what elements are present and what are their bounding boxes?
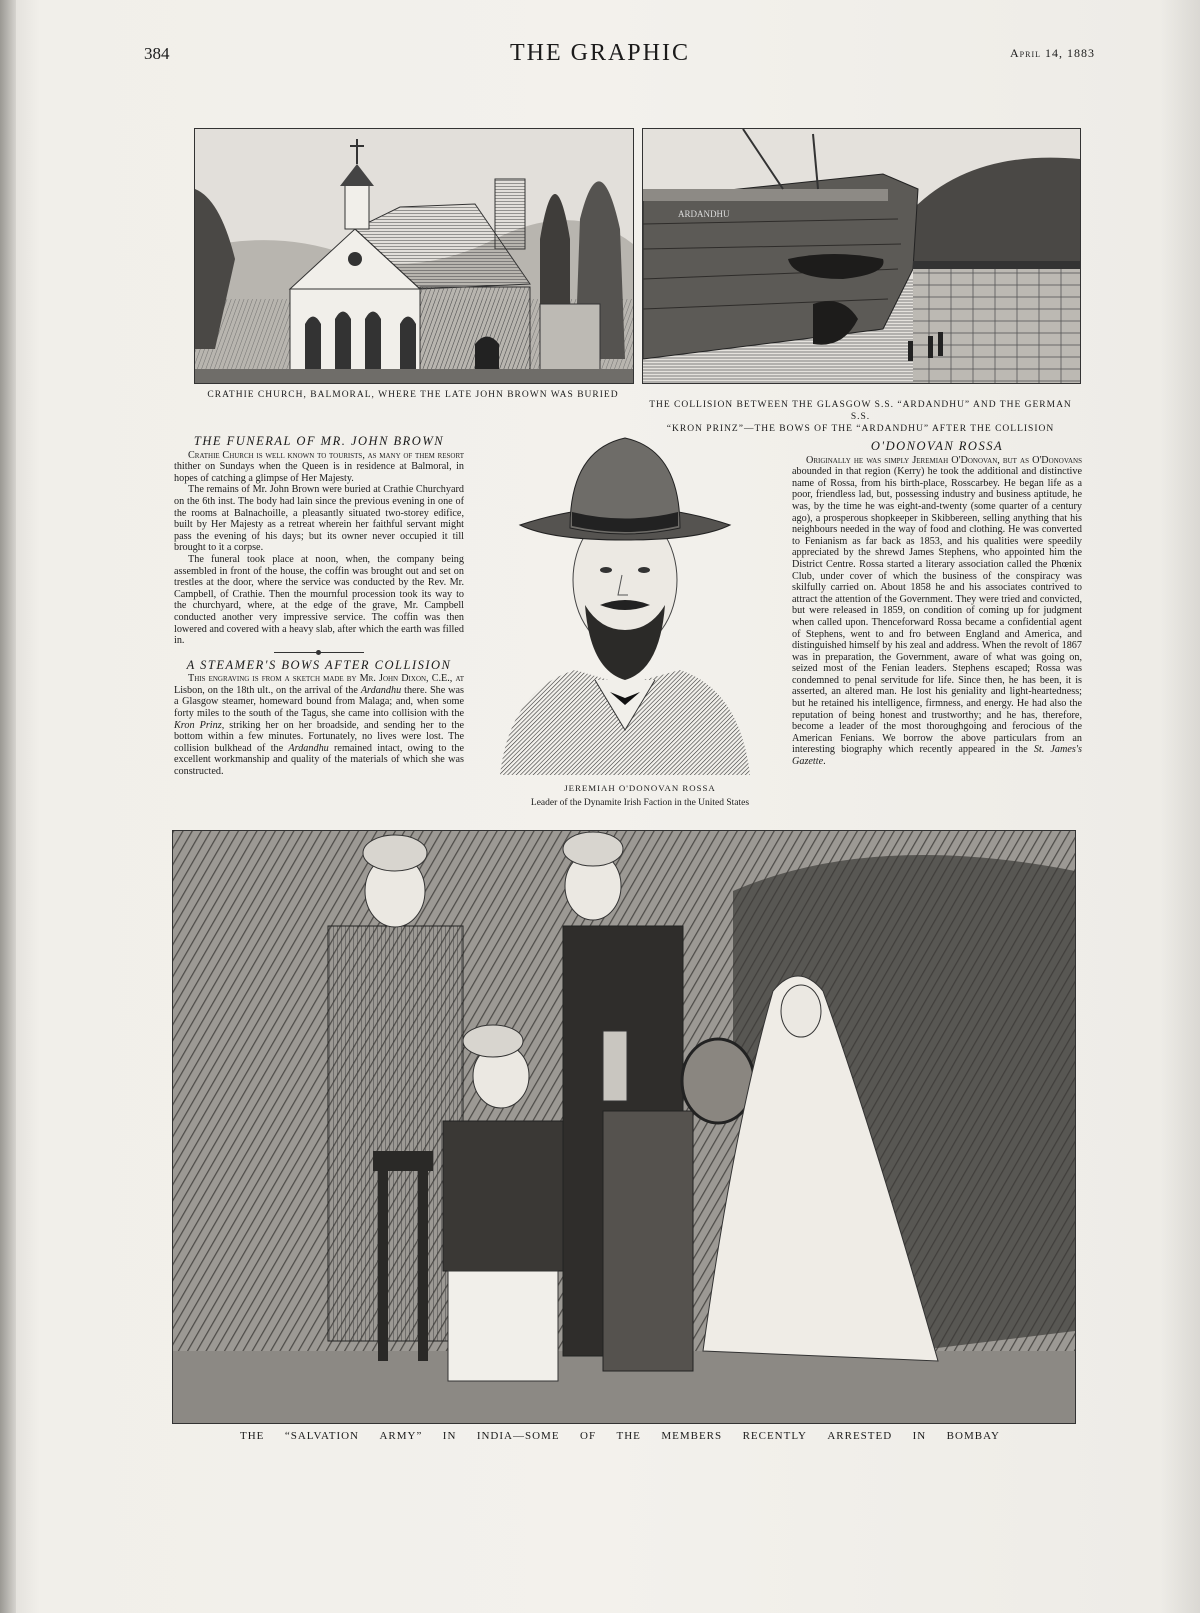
steamer-text-g: remained intact, owing to the excellent workmanship and quality of the materials of which she was constructed. bbox=[174, 742, 464, 778]
masthead-date: April 14, 1883 bbox=[1010, 46, 1096, 60]
rossa-heading: O'DONOVAN ROSSA bbox=[870, 439, 1004, 453]
ship-engraving bbox=[643, 129, 1080, 383]
steamer-text-c: there. She was a Glasgow steamer, homeward bound from Malaga; and, when some forty miles to the south of the Tagus, she came into collision with the bbox=[174, 684, 464, 720]
bottom-caption-word: THE bbox=[616, 1430, 641, 1442]
left-column bbox=[174, 436, 464, 778]
steamer-ship-name-2: Kron Prinz bbox=[174, 719, 222, 731]
bottom-caption-word: IN bbox=[442, 1430, 457, 1442]
bottom-caption-word: THE bbox=[240, 1430, 265, 1442]
bottom-caption-word: ARMY” bbox=[379, 1430, 423, 1442]
binding-edge bbox=[0, 0, 16, 1613]
section-divider bbox=[274, 652, 364, 653]
bottom-caption-word: BOMBAY bbox=[946, 1430, 1000, 1442]
portrait-subcaption: Leader of the Dynamite Irish Faction in the United States bbox=[530, 798, 750, 808]
steamer-text-e: , striking her on her broadside, and sending her to the bottom within a few minutes. Fortunately, no lives were lost. The collision bulkhead of the bbox=[174, 719, 464, 754]
church-engraving bbox=[195, 129, 633, 383]
steamer-heading: A STEAMER'S BOWS AFTER COLLISION bbox=[186, 657, 452, 672]
bottom-caption-word: INDIA—SOME bbox=[476, 1430, 560, 1442]
masthead-title: THE GRAPHIC bbox=[509, 40, 690, 66]
church-caption: CRATHIE CHURCH, BALMORAL, WHERE THE LATE JOHN BROWN WAS BURIED bbox=[207, 390, 619, 400]
steamer-paragraph bbox=[174, 673, 464, 777]
rossa-source: St. James's Gazette bbox=[792, 744, 1082, 768]
church-illustration bbox=[194, 128, 634, 384]
ship-collision-illustration bbox=[642, 128, 1081, 384]
ship-caption-line2: “KRON PRINZ”—THE BOWS OF THE “ARDANDHU” AFTER THE COLLISION bbox=[666, 424, 1055, 434]
salvation-army-illustration bbox=[172, 830, 1076, 1424]
bottom-caption-word: MEMBERS bbox=[661, 1430, 723, 1442]
bottom-caption-word: IN bbox=[912, 1430, 927, 1442]
steamer-ship-name-3: Ardandhu bbox=[288, 742, 329, 754]
bottom-caption bbox=[240, 1430, 1000, 1442]
portrait-caption: JEREMIAH O'DONOVAN ROSSA bbox=[564, 783, 716, 793]
bottom-caption-word: ARRESTED bbox=[827, 1430, 893, 1442]
steamer-text-a: This engraving is from a sketch made by Mr. John Dixon, C.E., at Lisbon, on the 18th ult., on the arrival of the bbox=[174, 673, 464, 696]
rossa-paragraph bbox=[792, 455, 1082, 768]
bottom-caption-word: RECENTLY bbox=[742, 1430, 807, 1442]
rossa-text-end: . bbox=[823, 756, 826, 768]
funeral-paragraph-1: Crathie Church is well known to tourists, as many of them resort thither on Sundays when the Queen is in residence at Balmoral, in hopes of catching a glimpse of Her Majesty. bbox=[174, 449, 464, 484]
right-column bbox=[792, 441, 1082, 768]
page-number: 384 bbox=[144, 44, 170, 63]
hull-lettering: ARDANDHU bbox=[678, 209, 730, 219]
rossa-portrait bbox=[500, 430, 750, 775]
rossa-text: Originally he was simply Jeremiah O'Donovan, but as O'Donovans abounded in that region (Kerry) he took the additional and distinctive name of Rossa, from his birth-place, Rosscarbey. He began life as a poor, friendless lad, but, possessing industry and business aptitude, he was, by the time he was eight-and-twenty (some quarter of a century ago), a prosperous shopkeeper in Skibbereen, selling anything that his neighbours needed in the way of food and clothing. He was converted to Fenianism as far back as 1853, and his qualities were speedily appreciated by the shrewd James Stephens, who appointed him the District Centre. Rossa started a literary association called the Phœnix Club, under cover of which the business of the conspiracy was skilfully carried on. About 1858 he and his associates contrived to attract the attention of the Government. They were tried and convicted, but were released in 1859, on condition of coming up for judgment when called upon. Thenceforward Rossa became a confidential agent of Stephens, went to and fro between England and America, and distinguished himself by his zeal and address. When the revolt of 1867 was in preparation, the Government, aware of what was going on, seized most of the Fenian leaders. Stephens escaped; Rossa was condemned to penal servitude for life. Since then, he has been, it is asserted, an altered man. He lost his geniality and light-heartedness; but he retained his intelligence, firmness, and energy. He had also the reputation of being honest and trustworthy; and he has, therefore, become a leader of the most thoroughgoing and ferocious of the American Fenians. We borrow the above particulars from an interesting biography which recently appeared in the bbox=[792, 454, 1082, 756]
salvation-army-engraving bbox=[173, 831, 1075, 1423]
bottom-caption-word: “SALVATION bbox=[284, 1430, 360, 1442]
bottom-caption-word: OF bbox=[580, 1430, 597, 1442]
ship-caption-line1: THE COLLISION BETWEEN THE GLASGOW S.S. “ARDANDHU” AND THE GERMAN S.S. bbox=[649, 400, 1072, 422]
steamer-ship-name-1: Ardandhu bbox=[360, 684, 402, 696]
portrait-engraving bbox=[500, 430, 750, 775]
funeral-paragraph-3: The funeral took place at noon, when, the company being assembled in front of the house, the coffin was brought out and set on trestles at the door, where the service was conducted by the Rev. Mr. Campbell, of Crathie. Then the mournful procession took its way to the churchyard, where, at the edge of the grave, Mr. Campbell conducted another very impressive service. The coffin was then lowered and covered with a heavy slab, after which the earth was filled in. bbox=[174, 553, 464, 647]
funeral-heading: THE FUNERAL OF MR. JOHN BROWN bbox=[193, 434, 445, 448]
funeral-paragraph-2: The remains of Mr. John Brown were buried at Crathie Churchyard on the 6th inst. The body had lain since the previous evening in one of the rooms at Balnachoille, a pleasantly situated two-storey edifice, built by Her Majesty as a retreat wherein her faithful servant might pass the evening of his days; but its owner never occupied it till brought to it a corpse. bbox=[174, 484, 464, 554]
